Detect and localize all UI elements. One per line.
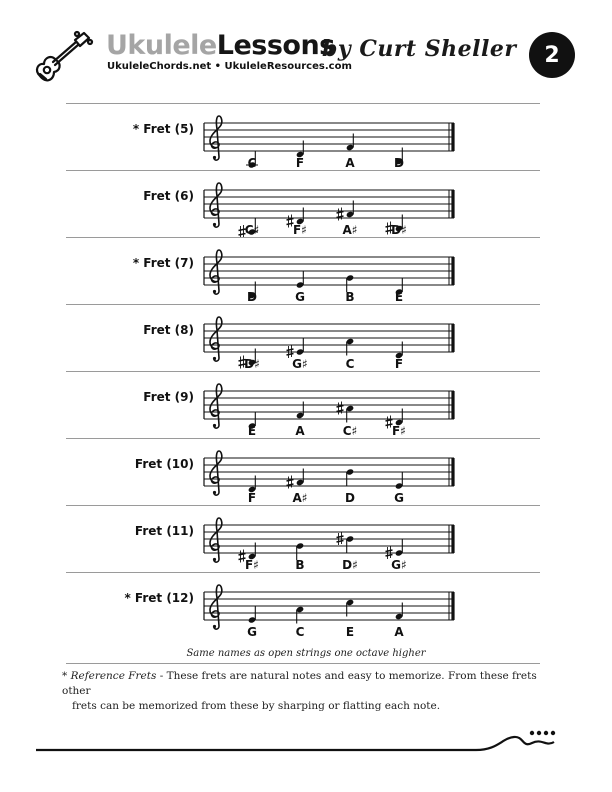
note-name: E	[345, 625, 355, 639]
note-name: D♯	[391, 223, 407, 237]
note-name: A♯	[342, 223, 358, 237]
footnote-line-1	[62, 669, 552, 699]
note-name: F♯	[292, 223, 308, 237]
note-head	[296, 402, 304, 420]
music-staff	[202, 446, 460, 508]
note-head	[296, 606, 304, 624]
row-divider	[66, 438, 540, 439]
note-head	[248, 606, 256, 624]
footer-dot	[530, 731, 534, 735]
sharp-accidental	[287, 476, 294, 489]
website-links: UkuleleChords.net • UkuleleResources.com	[107, 61, 352, 72]
note-name: A	[295, 424, 305, 438]
note-name: F	[247, 491, 257, 505]
note-head	[296, 271, 304, 289]
footnote-term: Reference Frets	[70, 670, 157, 682]
note-name: G	[247, 625, 257, 639]
music-staff	[202, 379, 460, 441]
note-name: G♯	[292, 357, 308, 371]
brand-title	[106, 30, 335, 61]
music-staff	[202, 111, 460, 173]
fret-label: Fret (6)	[143, 189, 194, 203]
row-divider	[66, 304, 540, 305]
fret-label: * Fret (7)	[132, 256, 194, 270]
staff-caption: Same names as open strings one octave higher	[186, 648, 426, 659]
author-byline: by Curt Sheller	[322, 36, 517, 62]
sharp-accidental	[337, 402, 344, 415]
note-head	[287, 338, 305, 358]
row-divider	[66, 505, 540, 506]
fret-label: Fret (9)	[143, 390, 194, 404]
row-divider	[66, 371, 540, 372]
note-name: C♯	[342, 424, 358, 438]
note-name: F	[295, 156, 305, 170]
note-name: F♯	[391, 424, 407, 438]
fret-label: * Fret (12)	[124, 591, 194, 605]
page-number-badge: 2	[529, 32, 575, 78]
note-name: D♯	[342, 558, 358, 572]
fret-label: Fret (11)	[134, 524, 194, 538]
fret-label: Fret (10)	[134, 457, 194, 471]
footer-dot	[551, 731, 555, 735]
note-head	[395, 472, 403, 490]
note-name: E	[247, 424, 257, 438]
ukulele-icon	[32, 30, 96, 90]
note-name: D♯	[244, 357, 260, 371]
row-divider	[66, 237, 540, 238]
note-name: A♯	[292, 491, 308, 505]
footer-dot	[544, 731, 548, 735]
note-head	[346, 599, 354, 617]
row-divider	[66, 103, 540, 104]
footer-dot	[537, 731, 541, 735]
note-head	[346, 338, 354, 356]
note-name: F♯	[244, 558, 260, 572]
note-head	[346, 468, 354, 486]
note-name: C	[345, 357, 355, 371]
note-name: F	[394, 357, 404, 371]
note-name: A	[345, 156, 355, 170]
note-name: C	[247, 156, 257, 170]
fret-label: Fret (8)	[143, 323, 194, 337]
caption-divider	[66, 663, 540, 664]
note-name: D	[394, 156, 404, 170]
note-head	[395, 603, 403, 621]
note-name: C	[295, 625, 305, 639]
note-name: G♯	[391, 558, 407, 572]
note-name: D	[247, 290, 257, 304]
footer-decoration	[36, 728, 576, 758]
brand-title-lessons: Lessons	[216, 30, 335, 61]
music-staff	[202, 580, 460, 642]
row-divider	[66, 170, 540, 171]
note-name: G	[295, 290, 305, 304]
footnote-marker: *	[62, 670, 71, 682]
music-staff	[202, 513, 460, 575]
footnote-text-1: - These frets are natural notes and easy to memorize. From these frets other	[62, 670, 537, 697]
note-name: G	[394, 491, 404, 505]
music-staff	[202, 245, 460, 307]
note-name: D	[345, 491, 355, 505]
fret-label: * Fret (5)	[132, 122, 194, 136]
music-staff	[202, 178, 460, 240]
note-name: C♯	[244, 223, 260, 237]
brand-title-ukulele: Ukulele	[106, 30, 217, 61]
row-divider	[66, 572, 540, 573]
note-name: B	[295, 558, 305, 572]
note-name: E	[394, 290, 404, 304]
music-staff	[202, 312, 460, 374]
note-head	[337, 532, 355, 553]
note-head	[346, 134, 354, 152]
note-head	[386, 539, 404, 559]
note-name: A	[394, 625, 404, 639]
footnote-line-2: frets can be memorized from these by sharping or flatting each note.	[72, 700, 441, 712]
note-name: B	[345, 290, 355, 304]
sharp-accidental	[337, 208, 344, 221]
reference-frets-footnote	[62, 669, 552, 714]
